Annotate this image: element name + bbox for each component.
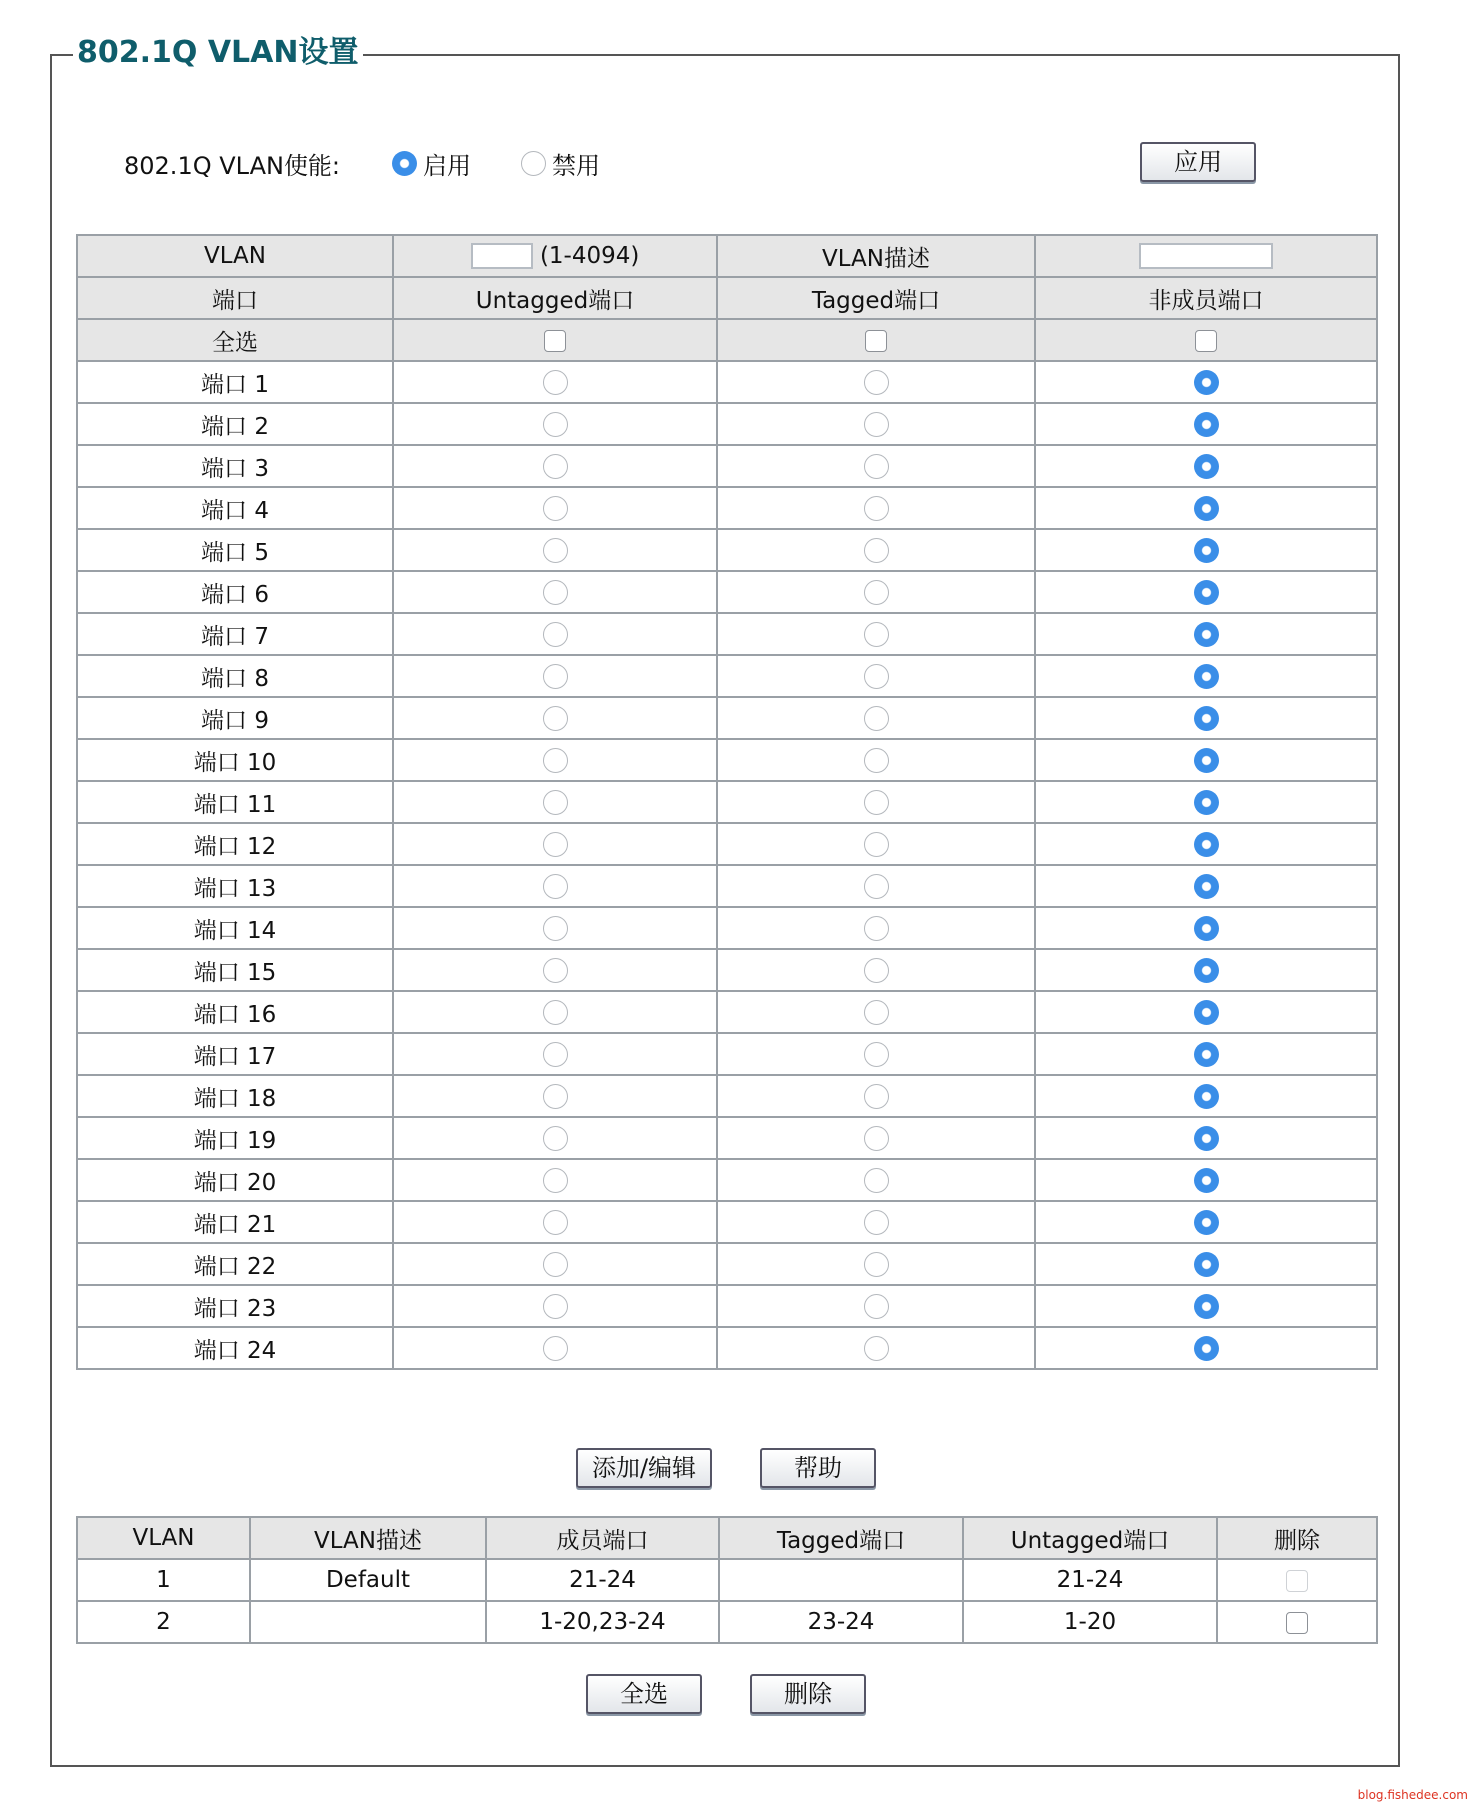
port-row bbox=[77, 907, 1377, 949]
select-all-label: 全选 bbox=[77, 319, 393, 361]
summary-col-vlan: VLAN bbox=[77, 1517, 250, 1559]
summary-members: 1-20,23-24 bbox=[486, 1601, 719, 1643]
summary-col-delete: 删除 bbox=[1217, 1517, 1377, 1559]
apply-button[interactable]: 应用 bbox=[1140, 142, 1256, 182]
select-all-untagged-checkbox[interactable] bbox=[544, 330, 566, 352]
port-non-member-radio[interactable] bbox=[1194, 1042, 1219, 1067]
port-non-member-radio[interactable] bbox=[1194, 1294, 1219, 1319]
port-untagged-radio[interactable] bbox=[543, 496, 568, 521]
summary-vlan: 2 bbox=[77, 1601, 250, 1643]
port-non-member-cell bbox=[1035, 487, 1377, 529]
vlan-id-row bbox=[77, 235, 1377, 277]
port-untagged-cell bbox=[393, 529, 717, 571]
summary-row bbox=[77, 1559, 1377, 1601]
port-row bbox=[77, 739, 1377, 781]
vlan-id-input[interactable] bbox=[471, 243, 533, 269]
port-non-member-radio[interactable] bbox=[1194, 958, 1219, 983]
port-untagged-radio[interactable] bbox=[543, 664, 568, 689]
port-untagged-cell bbox=[393, 1327, 717, 1369]
col-untagged: Untagged端口 bbox=[393, 277, 717, 319]
port-untagged-radio[interactable] bbox=[543, 538, 568, 563]
summary-col-desc: VLAN描述 bbox=[250, 1517, 486, 1559]
port-non-member-radio[interactable] bbox=[1194, 748, 1219, 773]
port-tagged-cell bbox=[717, 571, 1035, 613]
port-name: 端口 22 bbox=[77, 1243, 393, 1285]
port-row bbox=[77, 403, 1377, 445]
port-non-member-cell bbox=[1035, 907, 1377, 949]
port-untagged-cell bbox=[393, 1033, 717, 1075]
port-name: 端口 8 bbox=[77, 655, 393, 697]
port-tagged-radio[interactable] bbox=[864, 412, 889, 437]
help-button[interactable]: 帮助 bbox=[760, 1448, 876, 1488]
port-row bbox=[77, 865, 1377, 907]
port-tagged-cell bbox=[717, 697, 1035, 739]
port-non-member-cell bbox=[1035, 1033, 1377, 1075]
summary-col-members: 成员端口 bbox=[486, 1517, 719, 1559]
port-tagged-radio[interactable] bbox=[864, 370, 889, 395]
summary-delete-cell bbox=[1217, 1559, 1377, 1601]
port-non-member-radio[interactable] bbox=[1194, 538, 1219, 563]
port-name: 端口 5 bbox=[77, 529, 393, 571]
select-all-button[interactable]: 全选 bbox=[586, 1674, 702, 1714]
port-untagged-radio[interactable] bbox=[543, 958, 568, 983]
port-untagged-cell bbox=[393, 613, 717, 655]
port-tagged-cell bbox=[717, 1327, 1035, 1369]
port-row bbox=[77, 1117, 1377, 1159]
radio-selected-icon[interactable] bbox=[392, 151, 417, 176]
port-row bbox=[77, 1201, 1377, 1243]
select-all-non-member-checkbox[interactable] bbox=[1195, 330, 1217, 352]
summary-delete-cell bbox=[1217, 1601, 1377, 1643]
port-non-member-radio[interactable] bbox=[1194, 664, 1219, 689]
port-tagged-cell bbox=[717, 781, 1035, 823]
port-non-member-cell bbox=[1035, 361, 1377, 403]
port-untagged-radio[interactable] bbox=[543, 454, 568, 479]
vlan-range-hint: (1-4094) bbox=[539, 242, 640, 269]
col-port: 端口 bbox=[77, 277, 393, 319]
port-row bbox=[77, 991, 1377, 1033]
port-non-member-cell bbox=[1035, 781, 1377, 823]
port-name: 端口 15 bbox=[77, 949, 393, 991]
port-untagged-radio[interactable] bbox=[543, 1000, 568, 1025]
port-tagged-radio[interactable] bbox=[864, 454, 889, 479]
port-untagged-cell bbox=[393, 865, 717, 907]
port-non-member-cell bbox=[1035, 1075, 1377, 1117]
port-name: 端口 4 bbox=[77, 487, 393, 529]
port-row bbox=[77, 445, 1377, 487]
select-all-tagged-cell bbox=[717, 319, 1035, 361]
summary-col-tagged: Tagged端口 bbox=[719, 1517, 963, 1559]
port-untagged-cell bbox=[393, 823, 717, 865]
port-tagged-radio[interactable] bbox=[864, 1252, 889, 1277]
port-untagged-radio[interactable] bbox=[543, 412, 568, 437]
col-tagged: Tagged端口 bbox=[717, 277, 1035, 319]
summary-vlan: 1 bbox=[77, 1559, 250, 1601]
port-tagged-radio[interactable] bbox=[864, 706, 889, 731]
port-row bbox=[77, 1243, 1377, 1285]
port-tagged-cell bbox=[717, 823, 1035, 865]
select-all-tagged-checkbox[interactable] bbox=[865, 330, 887, 352]
radio-unselected-icon[interactable] bbox=[521, 151, 546, 176]
port-tagged-cell bbox=[717, 403, 1035, 445]
port-untagged-radio[interactable] bbox=[543, 832, 568, 857]
port-non-member-cell bbox=[1035, 613, 1377, 655]
port-tagged-radio[interactable] bbox=[864, 622, 889, 647]
port-name: 端口 20 bbox=[77, 1159, 393, 1201]
port-row bbox=[77, 949, 1377, 991]
port-non-member-cell bbox=[1035, 445, 1377, 487]
summary-row bbox=[77, 1601, 1377, 1643]
port-tagged-radio[interactable] bbox=[864, 874, 889, 899]
port-non-member-radio[interactable] bbox=[1194, 1168, 1219, 1193]
port-non-member-cell bbox=[1035, 991, 1377, 1033]
port-non-member-radio[interactable] bbox=[1194, 412, 1219, 437]
port-name: 端口 11 bbox=[77, 781, 393, 823]
enable-radio-off[interactable] bbox=[521, 146, 600, 181]
port-name: 端口 13 bbox=[77, 865, 393, 907]
port-name: 端口 6 bbox=[77, 571, 393, 613]
port-row bbox=[77, 655, 1377, 697]
port-tagged-radio[interactable] bbox=[864, 664, 889, 689]
watermark: blog.fishedee.com bbox=[1357, 1788, 1468, 1802]
port-tagged-cell bbox=[717, 865, 1035, 907]
port-tagged-radio[interactable] bbox=[864, 496, 889, 521]
port-non-member-cell bbox=[1035, 739, 1377, 781]
port-untagged-radio[interactable] bbox=[543, 1210, 568, 1235]
vlan-config-table bbox=[76, 234, 1378, 1370]
port-name: 端口 19 bbox=[77, 1117, 393, 1159]
port-untagged-cell bbox=[393, 445, 717, 487]
port-row bbox=[77, 697, 1377, 739]
port-name: 端口 3 bbox=[77, 445, 393, 487]
port-untagged-cell bbox=[393, 991, 717, 1033]
port-non-member-radio[interactable] bbox=[1194, 1084, 1219, 1109]
port-non-member-radio[interactable] bbox=[1194, 496, 1219, 521]
port-untagged-radio[interactable] bbox=[543, 1294, 568, 1319]
port-untagged-cell bbox=[393, 781, 717, 823]
port-row bbox=[77, 1327, 1377, 1369]
port-non-member-cell bbox=[1035, 865, 1377, 907]
port-row bbox=[77, 487, 1377, 529]
port-non-member-radio[interactable] bbox=[1194, 1336, 1219, 1361]
delete-checkbox[interactable] bbox=[1286, 1612, 1308, 1634]
port-name: 端口 21 bbox=[77, 1201, 393, 1243]
port-untagged-cell bbox=[393, 739, 717, 781]
port-tagged-cell bbox=[717, 1033, 1035, 1075]
port-untagged-cell bbox=[393, 361, 717, 403]
port-tagged-cell bbox=[717, 529, 1035, 571]
port-non-member-cell bbox=[1035, 571, 1377, 613]
port-row bbox=[77, 823, 1377, 865]
port-untagged-cell bbox=[393, 1117, 717, 1159]
port-tagged-cell bbox=[717, 907, 1035, 949]
port-row bbox=[77, 1033, 1377, 1075]
port-non-member-cell bbox=[1035, 1201, 1377, 1243]
port-untagged-cell bbox=[393, 1075, 717, 1117]
port-row bbox=[77, 529, 1377, 571]
port-untagged-radio[interactable] bbox=[543, 916, 568, 941]
vlan-summary-table bbox=[76, 1516, 1378, 1644]
select-all-untagged-cell bbox=[393, 319, 717, 361]
port-name: 端口 23 bbox=[77, 1285, 393, 1327]
port-untagged-radio[interactable] bbox=[543, 748, 568, 773]
port-row bbox=[77, 571, 1377, 613]
col-non-member: 非成员端口 bbox=[1035, 277, 1377, 319]
port-non-member-cell bbox=[1035, 1243, 1377, 1285]
port-tagged-radio[interactable] bbox=[864, 1126, 889, 1151]
port-untagged-radio[interactable] bbox=[543, 580, 568, 605]
port-non-member-radio[interactable] bbox=[1194, 370, 1219, 395]
port-tagged-radio[interactable] bbox=[864, 1084, 889, 1109]
port-untagged-cell bbox=[393, 1159, 717, 1201]
port-untagged-cell bbox=[393, 907, 717, 949]
port-non-member-cell bbox=[1035, 1327, 1377, 1369]
port-untagged-cell bbox=[393, 571, 717, 613]
port-non-member-cell bbox=[1035, 1159, 1377, 1201]
summary-desc: Default bbox=[250, 1559, 486, 1601]
port-tagged-radio[interactable] bbox=[864, 1210, 889, 1235]
port-non-member-cell bbox=[1035, 823, 1377, 865]
vlan-enable-row bbox=[124, 140, 1274, 184]
port-non-member-cell bbox=[1035, 655, 1377, 697]
port-untagged-radio[interactable] bbox=[543, 1252, 568, 1277]
port-name: 端口 9 bbox=[77, 697, 393, 739]
port-non-member-cell bbox=[1035, 1285, 1377, 1327]
port-tagged-cell bbox=[717, 613, 1035, 655]
port-untagged-cell bbox=[393, 697, 717, 739]
port-name: 端口 1 bbox=[77, 361, 393, 403]
port-untagged-radio[interactable] bbox=[543, 1126, 568, 1151]
enable-on-label: 启用 bbox=[423, 152, 471, 180]
select-all-row bbox=[77, 319, 1377, 361]
port-tagged-cell bbox=[717, 1117, 1035, 1159]
port-non-member-cell bbox=[1035, 403, 1377, 445]
port-name: 端口 2 bbox=[77, 403, 393, 445]
port-tagged-radio[interactable] bbox=[864, 1042, 889, 1067]
port-non-member-cell bbox=[1035, 1117, 1377, 1159]
port-tagged-radio[interactable] bbox=[864, 580, 889, 605]
vlan-enable-label: 802.1Q VLAN使能: bbox=[124, 152, 341, 180]
port-non-member-cell bbox=[1035, 529, 1377, 571]
port-tagged-radio[interactable] bbox=[864, 1294, 889, 1319]
port-non-member-radio[interactable] bbox=[1194, 832, 1219, 857]
summary-desc bbox=[250, 1601, 486, 1643]
summary-col-untagged: Untagged端口 bbox=[963, 1517, 1217, 1559]
page-title: 802.1Q VLAN设置 bbox=[73, 32, 363, 74]
port-non-member-radio[interactable] bbox=[1194, 622, 1219, 647]
port-untagged-radio[interactable] bbox=[543, 1336, 568, 1361]
port-tagged-cell bbox=[717, 655, 1035, 697]
port-tagged-cell bbox=[717, 487, 1035, 529]
port-tagged-radio[interactable] bbox=[864, 1168, 889, 1193]
port-rows bbox=[77, 361, 1377, 1369]
port-non-member-cell bbox=[1035, 949, 1377, 991]
port-row bbox=[77, 781, 1377, 823]
port-non-member-radio[interactable] bbox=[1194, 1252, 1219, 1277]
port-name: 端口 10 bbox=[77, 739, 393, 781]
port-name: 端口 14 bbox=[77, 907, 393, 949]
port-untagged-cell bbox=[393, 655, 717, 697]
port-tagged-cell bbox=[717, 949, 1035, 991]
vlan-id-label: VLAN bbox=[77, 235, 393, 277]
port-tagged-radio[interactable] bbox=[864, 748, 889, 773]
port-untagged-radio[interactable] bbox=[543, 1084, 568, 1109]
port-name: 端口 7 bbox=[77, 613, 393, 655]
port-tagged-radio[interactable] bbox=[864, 832, 889, 857]
summary-untagged: 21-24 bbox=[963, 1559, 1217, 1601]
port-tagged-cell bbox=[717, 739, 1035, 781]
port-untagged-cell bbox=[393, 403, 717, 445]
port-row bbox=[77, 613, 1377, 655]
port-untagged-cell bbox=[393, 949, 717, 991]
add-edit-button[interactable]: 添加/编辑 bbox=[576, 1448, 712, 1488]
port-tagged-cell bbox=[717, 1285, 1035, 1327]
port-tagged-radio[interactable] bbox=[864, 916, 889, 941]
port-tagged-cell bbox=[717, 1243, 1035, 1285]
vlan-desc-input[interactable] bbox=[1139, 243, 1273, 269]
port-tagged-radio[interactable] bbox=[864, 1336, 889, 1361]
summary-members: 21-24 bbox=[486, 1559, 719, 1601]
port-row bbox=[77, 361, 1377, 403]
vlan-desc-cell bbox=[1035, 235, 1377, 277]
port-non-member-radio[interactable] bbox=[1194, 916, 1219, 941]
port-name: 端口 12 bbox=[77, 823, 393, 865]
port-untagged-radio[interactable] bbox=[543, 706, 568, 731]
port-name: 端口 24 bbox=[77, 1327, 393, 1369]
port-untagged-radio[interactable] bbox=[543, 1042, 568, 1067]
port-tagged-radio[interactable] bbox=[864, 790, 889, 815]
port-non-member-radio[interactable] bbox=[1194, 874, 1219, 899]
port-untagged-radio[interactable] bbox=[543, 874, 568, 899]
port-untagged-radio[interactable] bbox=[543, 370, 568, 395]
port-non-member-radio[interactable] bbox=[1194, 454, 1219, 479]
port-non-member-cell bbox=[1035, 697, 1377, 739]
delete-checkbox-disabled bbox=[1286, 1570, 1308, 1592]
port-non-member-radio[interactable] bbox=[1194, 1210, 1219, 1235]
port-untagged-radio[interactable] bbox=[543, 1168, 568, 1193]
port-name: 端口 18 bbox=[77, 1075, 393, 1117]
port-name: 端口 16 bbox=[77, 991, 393, 1033]
port-non-member-radio[interactable] bbox=[1194, 706, 1219, 731]
summary-tagged: 23-24 bbox=[719, 1601, 963, 1643]
port-untagged-cell bbox=[393, 1285, 717, 1327]
port-name: 端口 17 bbox=[77, 1033, 393, 1075]
port-tagged-radio[interactable] bbox=[864, 538, 889, 563]
port-row bbox=[77, 1285, 1377, 1327]
summary-tagged bbox=[719, 1559, 963, 1601]
port-untagged-cell bbox=[393, 1243, 717, 1285]
port-non-member-radio[interactable] bbox=[1194, 1126, 1219, 1151]
port-non-member-radio[interactable] bbox=[1194, 790, 1219, 815]
delete-button[interactable]: 删除 bbox=[750, 1674, 866, 1714]
port-tagged-cell bbox=[717, 1159, 1035, 1201]
summary-header-row bbox=[77, 1517, 1377, 1559]
enable-radio-on[interactable] bbox=[392, 146, 471, 181]
select-all-non-member-cell bbox=[1035, 319, 1377, 361]
port-row bbox=[77, 1075, 1377, 1117]
summary-untagged: 1-20 bbox=[963, 1601, 1217, 1643]
port-row bbox=[77, 1159, 1377, 1201]
port-tagged-radio[interactable] bbox=[864, 1000, 889, 1025]
vlan-id-cell bbox=[393, 235, 717, 277]
port-untagged-radio[interactable] bbox=[543, 790, 568, 815]
port-untagged-radio[interactable] bbox=[543, 622, 568, 647]
port-tagged-cell bbox=[717, 991, 1035, 1033]
port-tagged-cell bbox=[717, 445, 1035, 487]
port-non-member-radio[interactable] bbox=[1194, 580, 1219, 605]
port-tagged-cell bbox=[717, 1075, 1035, 1117]
enable-off-label: 禁用 bbox=[552, 152, 600, 180]
port-tagged-cell bbox=[717, 361, 1035, 403]
port-untagged-cell bbox=[393, 1201, 717, 1243]
port-untagged-cell bbox=[393, 487, 717, 529]
port-non-member-radio[interactable] bbox=[1194, 1000, 1219, 1025]
port-tagged-radio[interactable] bbox=[864, 958, 889, 983]
vlan-desc-label: VLAN描述 bbox=[717, 235, 1035, 277]
column-header-row bbox=[77, 277, 1377, 319]
port-tagged-cell bbox=[717, 1201, 1035, 1243]
